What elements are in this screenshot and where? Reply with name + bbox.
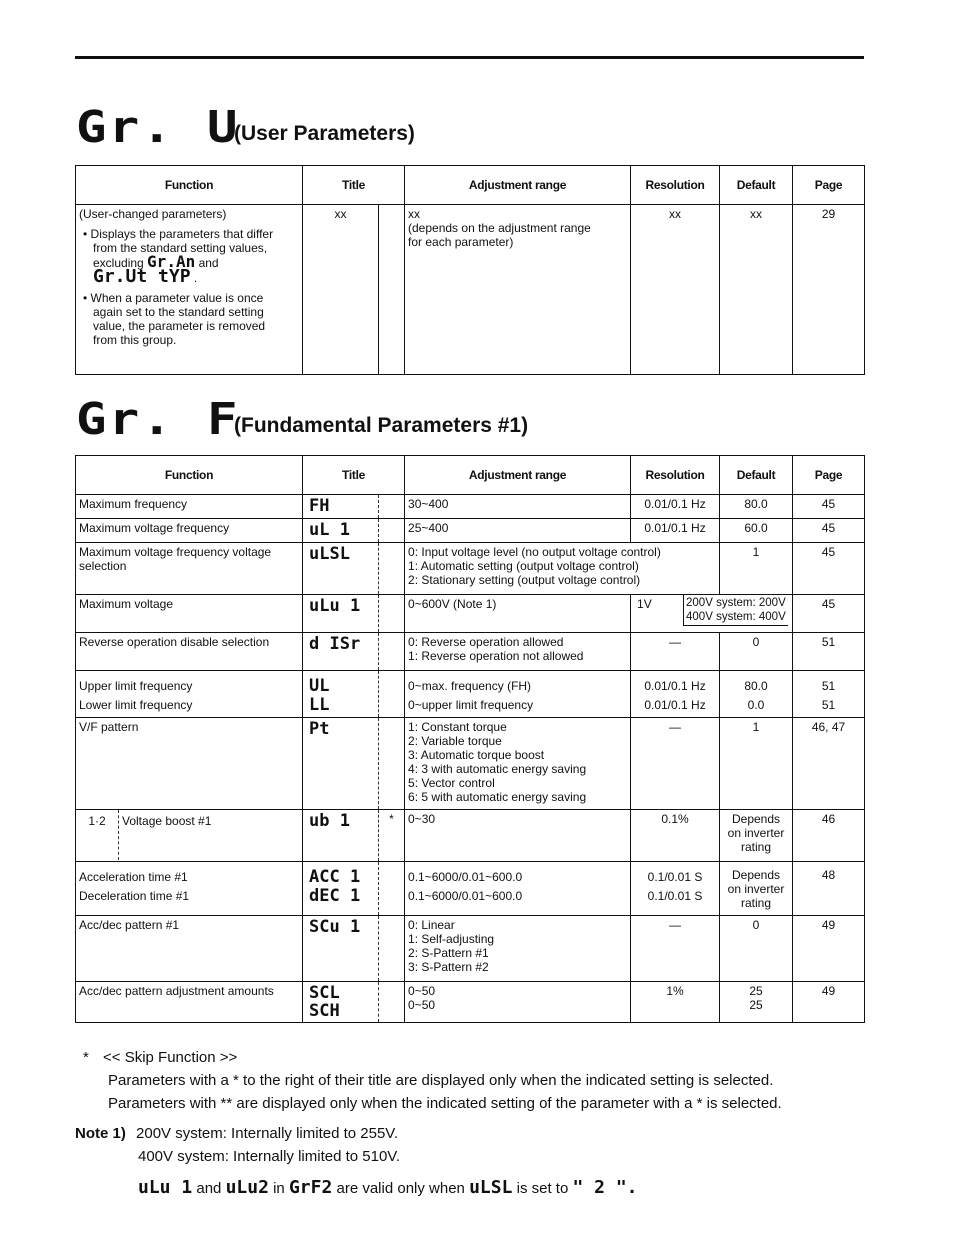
- table-row: Maximum frequency FH 30~400 0.01/0.1 Hz 80.0 45: [76, 495, 865, 519]
- section-title: (User Parameters): [234, 122, 415, 145]
- user-params-heading: [76, 102, 415, 153]
- group-code: Gr. U: [76, 102, 240, 153]
- skip-function-note: * << Skip Function >> Parameters with a * to the right of their title are displayed only when the indicated setting is selected. Parameters with ** are displayed only when the indicated setting of the parameter with a * is selected.: [83, 1049, 782, 1112]
- section-title: (Fundamental Parameters #1): [234, 414, 529, 437]
- table-row: Reverse operation disable selection d ISr 0: Reverse operation allowed 1: Reverse operation not allowed — 0 51: [76, 633, 865, 671]
- header-default: Default: [720, 166, 793, 205]
- table-row: Acc/dec pattern adjustment amounts SCL SCH 0~50 0~50 1% 25 25 49: [76, 982, 865, 1023]
- table-row: Upper limit frequency Lower limit frequency UL LL 0~max. frequency (FH) 0~upper limit frequency 0.01/0.1 Hz 0.01/0.1 Hz 80.0 0.0 51 51: [76, 671, 865, 718]
- bullet-item: • Displays the parameters that differ from the standard setting values, excluding Gr.An and Gr.Ut tYP .: [83, 227, 274, 287]
- header-title: Title: [303, 166, 405, 205]
- validity-note: uLu 1 and uLu2 in GrF2 are valid only when uLSL is set to " 2 ".: [138, 1177, 638, 1198]
- bullet-item: • When a parameter value is once again set to the standard setting value, the parameter is removed from this group.: [83, 291, 266, 347]
- header-resolution: Resolution: [631, 166, 720, 205]
- fund-params-heading: [76, 394, 529, 445]
- function-cell: (User-changed parameters) • Displays the parameters that differ from the standard setting values, excluding Gr.An and Gr.Ut tYP . • When a parameter value is once again set to the standard setting value, the parameter is removed from this group.: [76, 205, 303, 375]
- table-row: Acc/dec pattern #1 SCu 1 0: Linear 1: Self-adjusting 2: S-Pattern #1 3: S-Pattern #2 — 0 49: [76, 916, 865, 982]
- table-header: [76, 166, 865, 205]
- table-row: Maximum voltage uLu 1 0~600V (Note 1) 1V 200V system: 200V 400V system: 400V 45: [76, 595, 865, 633]
- table-row: Acceleration time #1 Deceleration time #1 ACC 1 dEC 1 0.1~6000/0.01~600.0 0.1~6000/0.01~600.0 0.1/0.01 S 0.1/0.01 S Depends on inverter rating 48: [76, 862, 865, 916]
- header-function: Function: [76, 166, 303, 205]
- table-row: 1·2 Voltage boost #1 ub 1 * 0~30 0.1% Depends on inverter rating 46: [76, 810, 865, 862]
- table-row: Maximum voltage frequency uL 1 25~400 0.01/0.1 Hz 60.0 45: [76, 519, 865, 543]
- note-1: Note 1) 200V system: Internally limited to 255V. 400V system: Internally limited to 510V. uLu 1 and uLu2 in GrF2 are valid only when uLSL is set to " 2 ".: [75, 1125, 638, 1198]
- top-rule: [75, 56, 864, 59]
- group-code: Gr. F: [76, 394, 240, 445]
- table-row: V/F pattern Pt 1: Constant torque 2: Variable torque 3: Automatic torque boost 4: 3 with automatic energy saving 5: Vector control 6: 5 with automatic energy saving — 1 46, 47: [76, 718, 865, 810]
- header-adjustment: Adjustment range: [405, 166, 631, 205]
- table-row: (User-changed parameters) • Displays the parameters that differ from the standard setting values, excluding Gr.An and Gr.Ut tYP . • When a parameter value is once again set to the standard setting value, the parameter is removed from this group. xx xx (depends on the adjustment range for each parameter) xx xx 29: [76, 205, 865, 375]
- user-params-table: [75, 165, 865, 375]
- table-header: Function Title Adjustment range Resolution Default Page: [76, 456, 865, 495]
- header-page: Page: [793, 166, 865, 205]
- fund-params-table: [75, 455, 865, 1023]
- table-row: Maximum voltage frequency voltage selection uLSL 0: Input voltage level (no output voltage control) 1: Automatic setting (output voltage control) 2: Stationary setting (output voltage control) 1 45: [76, 543, 865, 595]
